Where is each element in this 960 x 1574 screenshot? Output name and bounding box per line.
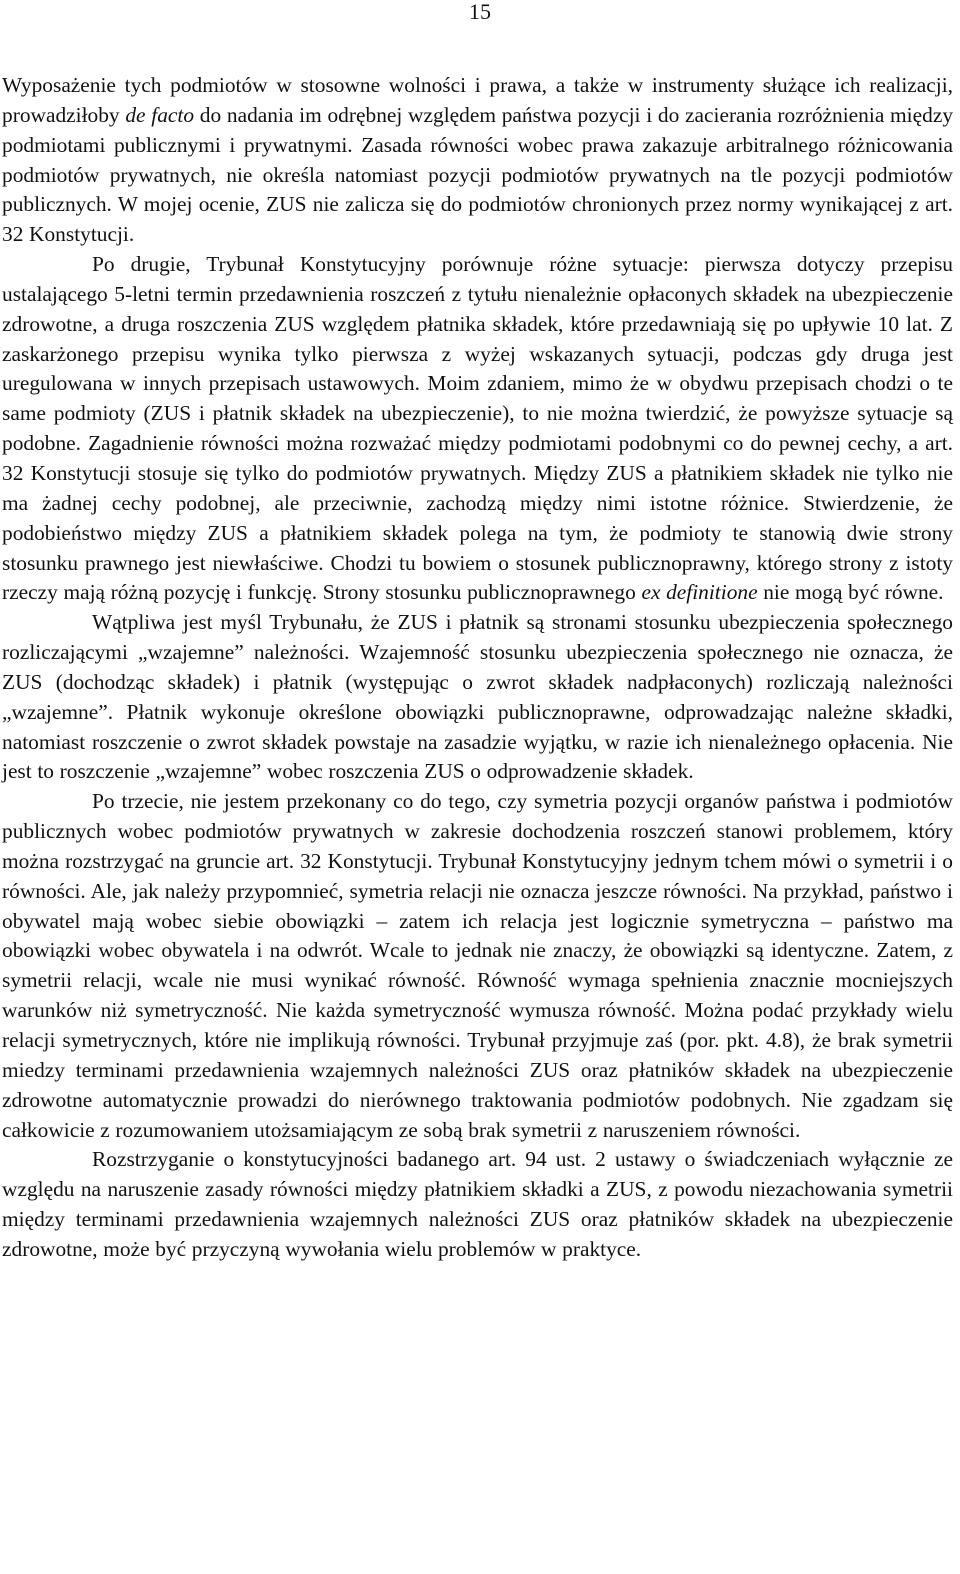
paragraph-text: do nadania im odrębnej względem państwa pozycji i do zacierania rozróżnienia między podmiotami publicznymi i prywatnymi. Zasada równości wobec prawa zakazuje arbitralnego różnicowania podmiotów prywatnych, nie określa natomiast pozycji podmiotów prywatnych na tle pozycji podmiotów publicznych. W mojej ocenie, ZUS nie zalicza się do podmiotów chronionych przez normy wynikającej z art. 32 Konstytucji. xyxy=(2,102,954,247)
italic-phrase: de facto xyxy=(125,102,195,127)
paragraph-text: Po drugie, Trybunał Konstytucyjny porównuje różne sytuacje: pierwsza dotyczy przepisu ustalającego 5-letni termin przedawnienia roszczeń z tytułu nienależnie opłaconych składek na ubezpieczenie zdrowotne, a druga roszczenia ZUS względem płatnika składek, które przedawniają się po upływie 10 lat. Z zaskarżonego przepisu wynika tylko pierwsza z wyżej wskazanych sytuacji, podczas gdy druga jest uregulowana w innych przepisach ustawowych. Moim zdaniem, mimo że w obydwu przepisach chodzi o te same podmioty (ZUS i płatnik składek na ubezpieczenie), to nie można twierdzić, że powyższe sytuacje są podobne. Zagadnienie równości można rozważać między podmiotami podobnymi co do pewnej cechy, a art. 32 Konstytucji stosuje się tylko do podmiotów prywatnych. Między ZUS a płatnikiem składek nie tylko nie ma żadnej cechy podobnej, ale przeciwnie, zachodzą między nimi istotne różnice. Stwierdzenie, że podobieństwo między ZUS a płatnikiem składek polega na tym, że podmioty te stanowią dwie strony stosunku prawnego jest niewłaściwe. Chodzi tu bowiem o stosunek publicznoprawny, którego strony z istoty rzeczy mają różną pozycję i funkcję. Strony stosunku publicznoprawnego xyxy=(2,252,953,605)
paragraph-text: Wątpliwa jest myśl Trybunału, że ZUS i płatnik są stronami stosunku ubezpieczenia społecznego rozliczającymi „wzajemne” należności. Wzajemność stosunku ubezpieczenia społecznego nie oznacza, że ZUS (dochodząc składek) i płatnik (występując o zwrot składek nadpłaconych) rozliczają należności „wzajemne”. Płatnik wykonuje określone obowiązki publicznoprawne, odprowadzając należne składki, natomiast roszczenie o zwrot składek powstaje na zasadzie wyjątku, w razie ich nienależnego opłacenia. Nie jest to roszczenie „wzajemne” wobec roszczenia ZUS o odprowadzenie składek. xyxy=(2,610,953,784)
page-number: 15 xyxy=(469,0,491,24)
paragraph-text: Po trzecie, nie jestem przekonany co do tego, czy symetria pozycji organów państwa i podmiotów publicznych wobec podmiotów prywatnych w zakresie dochodzenia roszczeń stanowi problemem, który można rozstrzygać na gruncie art. 32 Konstytucji. Trybunał Konstytucyjny jednym tchem mówi o symetrii i o równości. Ale, jak należy przypomnieć, symetria relacji nie oznacza jeszcze równości. Na przykład, państwo i obywatel mają wobec siebie obowiązki – zatem ich relacja jest logicznie symetryczna – państwo ma obowiązki wobec obywatela i na odwrót. Wcale to jednak nie znaczy, że obowiązki są identyczne. Zatem, z symetrii relacji, wcale nie musi wynikać równość. Równość wymaga spełnienia znacznie mocniejszych warunków niż symetryczność. Nie każda symetryczność wymusza równość. Można podać przykłady wielu relacji symetrycznych, które nie implikują równości. Trybunał przyjmuje zaś (por. pkt. 4.8), że brak symetrii miedzy terminami przedawnienia wzajemnych należności ZUS oraz płatników składek na ubezpieczenie zdrowotne automatycznie prowadzi do nierównego traktowania podmiotów podobnych. Nie zgadzam się całkowicie z rozumowaniem utożsamiającym ze sobą brak symetrii z naruszeniem równości. xyxy=(2,789,953,1142)
italic-phrase: ex definitione xyxy=(641,580,758,605)
paragraph-4 xyxy=(2,787,953,1145)
paragraph-3 xyxy=(2,608,953,787)
paragraph-2 xyxy=(2,250,953,608)
paragraph-text: Wyposażenie tych podmiotów w stosowne wolności i prawa, a także w instrumenty służące ich realizacji, prowadziłoby xyxy=(2,73,953,127)
paragraph-text: Rozstrzyganie o konstytucyjności badanego art. 94 ust. 2 ustawy o świadczeniach wyłącznie ze względu na naruszenie zasady równości między płatnikiem składki a ZUS, z powodu niezachowania symetrii między terminami przedawnienia wzajemnych należności ZUS oraz płatników składek na ubezpieczenie zdrowotne, może być przyczyną wywołania wielu problemów w praktyce. xyxy=(2,1147,953,1261)
paragraph-1 xyxy=(2,71,953,250)
document-body xyxy=(2,71,953,1265)
paragraph-text: nie mogą być równe. xyxy=(757,580,944,605)
paragraph-5 xyxy=(2,1145,953,1264)
